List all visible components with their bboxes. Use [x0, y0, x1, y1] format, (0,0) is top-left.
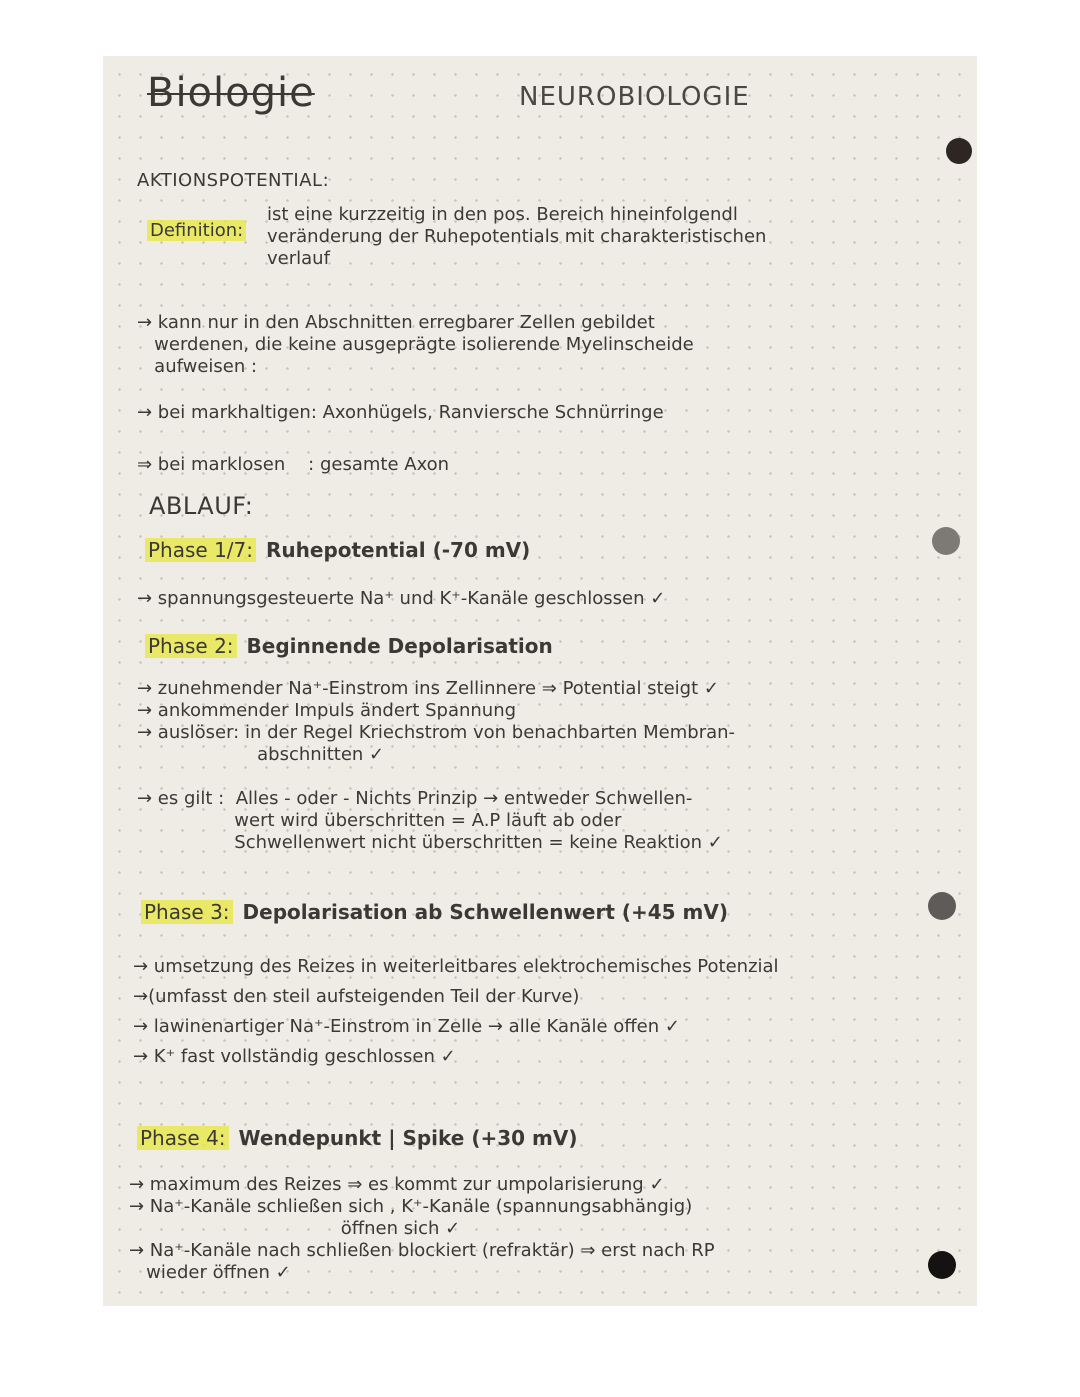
section-heading: AKTIONSPOTENTIAL: — [137, 170, 330, 191]
note-line: → bei markhaltigen: Axonhügels, Ranviersche Schnürringe — [137, 402, 664, 423]
ablauf-heading: ABLAUF: — [149, 492, 254, 520]
phase-notes: → maximum des Reizes ⇒ es kommt zur umpolarisierung ✓ → Na⁺-Kanäle schließen sich , K⁺-Kanäle (spannungsabhängig) öffnen sich ✓ → Na⁺-Kanäle nach schließen blockiert (refraktär) ⇒ erst nach RP wieder öffnen ✓ — [129, 1174, 715, 1283]
phase-heading: Phase 1/7: Ruhepotential (-70 mV) — [145, 538, 530, 562]
phase-heading: Phase 4: Wendepunkt | Spike (+30 mV) — [137, 1126, 577, 1150]
page-subtitle: NEUROBIOLOGIE — [519, 82, 750, 112]
note-line: ⇒ bei marklosen : gesamte Axon — [137, 454, 450, 475]
punch-hole — [928, 1251, 956, 1279]
phase-notes: → zunehmender Na⁺-Einstrom ins Zellinnere ⇒ Potential steigt ✓ → ankommender Impuls ändert Spannung → auslöser: in der Regel Kriechstrom von benachbarten Membran- abschnitten ✓ → es gilt : Alles - oder - Nichts Prinzip → entweder Schwellen- wert wird überschritten = A.P läuft ab oder Schwellenwert nicht überschritten = keine Reaktion ✓ — [137, 678, 736, 853]
phase-heading: Phase 2: Beginnende Depolarisation — [145, 634, 553, 658]
definition-text: ist eine kurzzeitig in den pos. Bereich hineinfolgendl veränderung der Ruhepotentials mit charakteristischen verlauf — [267, 204, 767, 269]
phase-notes: → umsetzung des Reizes in weiterleitbares elektrochemisches Potenzial →(umfasst den steil aufsteigenden Teil der Kurve) → lawinenartiger Na⁺-Einstrom in Zelle → alle Kanäle offen ✓ → K⁺ fast vollständig geschlossen ✓ — [133, 956, 779, 1067]
note-line: → kann nur in den Abschnitten erregbarer Zellen gebildet werdenen, die keine ausgeprägte isolierende Myelinscheide aufweisen : — [137, 312, 694, 377]
phase-notes: → spannungsgesteuerte Na⁺ und K⁺-Kanäle geschlossen ✓ — [137, 588, 666, 609]
punch-hole — [946, 138, 972, 164]
phase-heading: Phase 3: Depolarisation ab Schwellenwert (+45 mV) — [141, 900, 728, 924]
punch-hole — [928, 892, 956, 920]
punch-hole — [932, 527, 960, 555]
definition-label: Definition: — [147, 220, 246, 241]
page-title: Biologie — [147, 70, 315, 116]
notebook-page — [103, 56, 977, 1306]
